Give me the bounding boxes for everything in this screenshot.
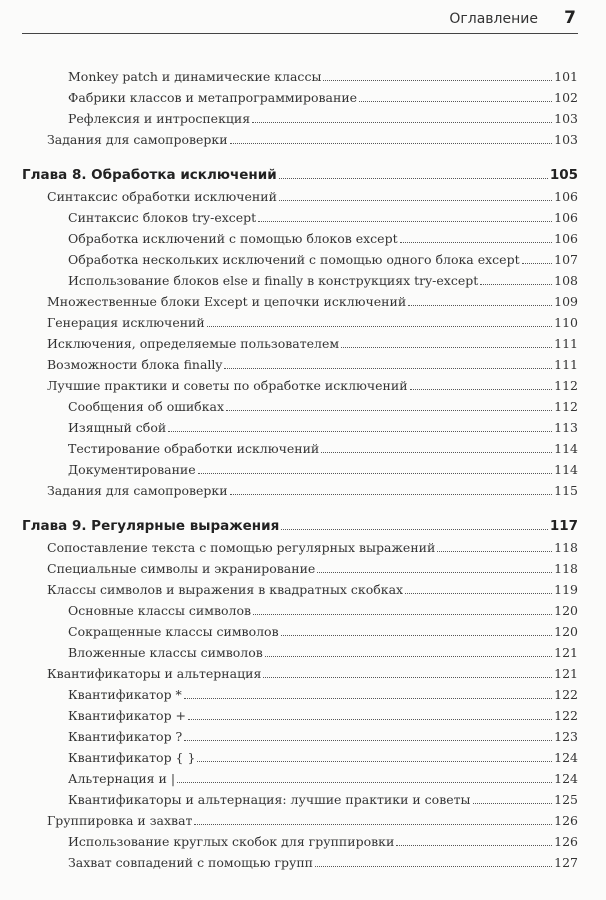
toc-entry-title: Возможности блока finally: [47, 357, 223, 372]
toc-entry-title: Квантификатор *: [68, 687, 182, 702]
toc-chapter-entry[interactable]: [22, 518, 578, 540]
toc-entry[interactable]: [22, 855, 578, 876]
toc-entry-title: Классы символов и выражения в квадратных скобках: [47, 582, 404, 597]
dot-leader: [258, 221, 552, 222]
toc-entry-title: Множественные блоки Except и цепочки исключений: [47, 294, 407, 309]
toc-entry-title: Квантификатор +: [68, 708, 187, 723]
toc-entry[interactable]: [22, 483, 578, 504]
dot-leader: [317, 572, 552, 573]
toc-entry[interactable]: [22, 729, 578, 750]
toc-entry[interactable]: [22, 561, 578, 582]
toc-entry-page: 106: [554, 231, 578, 246]
toc-chapter-entry[interactable]: [22, 167, 578, 189]
toc-entry[interactable]: [22, 90, 578, 111]
toc-entry-page: 118: [554, 561, 578, 576]
toc-entry[interactable]: [22, 441, 578, 462]
toc-entry-page: 111: [554, 357, 578, 372]
dot-leader: [341, 347, 552, 348]
toc-entry-page: 121: [554, 666, 578, 681]
toc-entry-page: 111: [554, 336, 578, 351]
dot-leader: [252, 122, 552, 123]
dot-leader: [184, 698, 552, 699]
toc-entry-page: 125: [554, 792, 578, 807]
toc-entry[interactable]: [22, 252, 578, 273]
dot-leader: [408, 305, 552, 306]
dot-leader: [315, 866, 552, 867]
dot-leader: [473, 803, 553, 804]
toc-entry-title: Задания для самопроверки: [47, 483, 228, 498]
toc-entry[interactable]: [22, 111, 578, 132]
toc-entry-title: Сокращенные классы символов: [68, 624, 279, 639]
toc-entry[interactable]: [22, 603, 578, 624]
toc-entry-page: 113: [554, 420, 578, 435]
toc-entry[interactable]: [22, 666, 578, 687]
toc-entry[interactable]: [22, 645, 578, 666]
dot-leader: [437, 551, 552, 552]
toc-entry-title: Вложенные классы символов: [68, 645, 263, 660]
dot-leader: [188, 719, 552, 720]
toc-entry-title: Тестирование обработки исключений: [68, 441, 320, 456]
table-of-contents: [22, 69, 578, 876]
toc-entry-page: 115: [554, 483, 578, 498]
toc-entry-page: 109: [554, 294, 578, 309]
toc-entry-title: Квантификаторы и альтернация: лучшие практики и советы: [68, 792, 471, 807]
toc-entry-page: 114: [554, 441, 578, 456]
toc-entry-title: Рефлексия и интроспекция: [68, 111, 251, 126]
running-header: [22, 8, 578, 34]
toc-entry-title: Синтаксис блоков try-except: [68, 210, 257, 225]
toc-entry-title: Лучшие практики и советы по обработке исключений: [47, 378, 408, 393]
dot-leader: [279, 178, 548, 179]
toc-entry-page: 114: [554, 462, 578, 477]
toc-entry[interactable]: [22, 750, 578, 771]
toc-entry-page: 103: [554, 111, 578, 126]
dot-leader: [198, 473, 553, 474]
toc-entry-page: 124: [554, 750, 578, 765]
dot-leader: [281, 529, 548, 530]
dot-leader: [265, 656, 552, 657]
dot-leader: [197, 761, 552, 762]
toc-entry-title: Monkey patch и динамические классы: [68, 69, 322, 84]
toc-entry-title: Группировка и захват: [47, 813, 193, 828]
toc-entry-title: Использование блоков else и finally в конструкциях try-except: [68, 273, 479, 288]
toc-entry-title: Квантификатор ?: [68, 729, 183, 744]
toc-entry-title: Документирование: [68, 462, 196, 477]
toc-entry[interactable]: [22, 462, 578, 483]
toc-entry[interactable]: [22, 771, 578, 792]
toc-entry-page: 105: [549, 167, 578, 183]
running-header-title: Оглавление: [449, 11, 538, 27]
dot-leader: [359, 101, 552, 102]
toc-entry-title: Глава 8. Обработка исключений: [22, 167, 277, 183]
toc-entry-page: 103: [554, 132, 578, 147]
toc-entry[interactable]: [22, 378, 578, 399]
toc-entry-title: Альтернация и |: [68, 771, 176, 786]
dot-leader: [226, 410, 552, 411]
dot-leader: [194, 824, 552, 825]
toc-entry-title: Синтаксис обработки исключений: [47, 189, 277, 204]
toc-entry[interactable]: [22, 399, 578, 420]
toc-entry-page: 119: [554, 582, 578, 597]
toc-entry[interactable]: [22, 420, 578, 441]
toc-entry-title: Специальные символы и экранирование: [47, 561, 316, 576]
toc-entry-title: Задания для самопроверки: [47, 132, 228, 147]
dot-leader: [279, 200, 552, 201]
toc-entry-page: 107: [554, 252, 578, 267]
toc-entry[interactable]: [22, 813, 578, 834]
dot-leader: [168, 431, 552, 432]
page-number: 7: [564, 8, 576, 28]
toc-entry[interactable]: [22, 834, 578, 855]
toc-entry[interactable]: [22, 189, 578, 210]
toc-entry-title: Исключения, определяемые пользователем: [47, 336, 340, 351]
toc-entry-page: 121: [554, 645, 578, 660]
toc-entry-title: Генерация исключений: [47, 315, 205, 330]
toc-entry-title: Использование круглых скобок для группировки: [68, 834, 395, 849]
dot-leader: [323, 80, 552, 81]
toc-entry-page: 110: [554, 315, 578, 330]
toc-entry[interactable]: [22, 624, 578, 645]
dot-leader: [281, 635, 553, 636]
dot-leader: [177, 782, 552, 783]
toc-entry-page: 120: [554, 624, 578, 639]
toc-entry[interactable]: [22, 582, 578, 603]
toc-entry-page: 112: [554, 378, 578, 393]
toc-entry-title: Глава 9. Регулярные выражения: [22, 518, 280, 534]
toc-entry[interactable]: [22, 273, 578, 294]
toc-entry[interactable]: [22, 357, 578, 378]
dot-leader: [405, 593, 552, 594]
toc-entry-page: 108: [554, 273, 578, 288]
toc-entry[interactable]: [22, 69, 578, 90]
dot-leader: [321, 452, 552, 453]
toc-entry[interactable]: [22, 231, 578, 252]
toc-entry-page: 126: [554, 813, 578, 828]
dot-leader: [224, 368, 552, 369]
toc-entry-page: 122: [554, 708, 578, 723]
dot-leader: [522, 263, 553, 264]
dot-leader: [410, 389, 553, 390]
dot-leader: [253, 614, 552, 615]
toc-entry-title: Фабрики классов и метапрограммирование: [68, 90, 358, 105]
toc-entry[interactable]: [22, 210, 578, 231]
toc-entry-page: 122: [554, 687, 578, 702]
toc-entry-page: 101: [554, 69, 578, 84]
dot-leader: [184, 740, 552, 741]
toc-entry-page: 126: [554, 834, 578, 849]
toc-entry-page: 123: [554, 729, 578, 744]
toc-entry-page: 118: [554, 540, 578, 555]
toc-entry-title: Квантификатор { }: [68, 750, 196, 765]
toc-entry[interactable]: [22, 708, 578, 729]
toc-entry-title: Захват совпадений с помощью групп: [68, 855, 314, 870]
dot-leader: [400, 242, 553, 243]
toc-entry-title: Основные классы символов: [68, 603, 252, 618]
toc-entry[interactable]: [22, 540, 578, 561]
toc-entry[interactable]: [22, 315, 578, 336]
dot-leader: [207, 326, 552, 327]
toc-entry-page: 117: [549, 518, 578, 534]
dot-leader: [263, 677, 552, 678]
toc-entry[interactable]: [22, 132, 578, 153]
dot-leader: [230, 143, 553, 144]
toc-entry-page: 102: [554, 90, 578, 105]
toc-entry-page: 120: [554, 603, 578, 618]
toc-entry[interactable]: [22, 792, 578, 813]
dot-leader: [396, 845, 552, 846]
toc-entry[interactable]: [22, 687, 578, 708]
toc-entry-page: 112: [554, 399, 578, 414]
toc-entry-title: Обработка нескольких исключений с помощью одного блока except: [68, 252, 520, 267]
toc-entry-title: Сопоставление текста с помощью регулярных выражений: [47, 540, 436, 555]
toc-entry-title: Сообщения об ошибках: [68, 399, 225, 414]
toc-entry-page: 124: [554, 771, 578, 786]
toc-entry[interactable]: [22, 336, 578, 357]
toc-entry[interactable]: [22, 294, 578, 315]
toc-entry-title: Квантификаторы и альтернация: [47, 666, 262, 681]
toc-entry-title: Изящный сбой: [68, 420, 167, 435]
dot-leader: [480, 284, 552, 285]
toc-entry-title: Обработка исключений с помощью блоков except: [68, 231, 398, 246]
toc-entry-page: 127: [554, 855, 578, 870]
dot-leader: [230, 494, 553, 495]
toc-entry-page: 106: [554, 189, 578, 204]
toc-entry-page: 106: [554, 210, 578, 225]
